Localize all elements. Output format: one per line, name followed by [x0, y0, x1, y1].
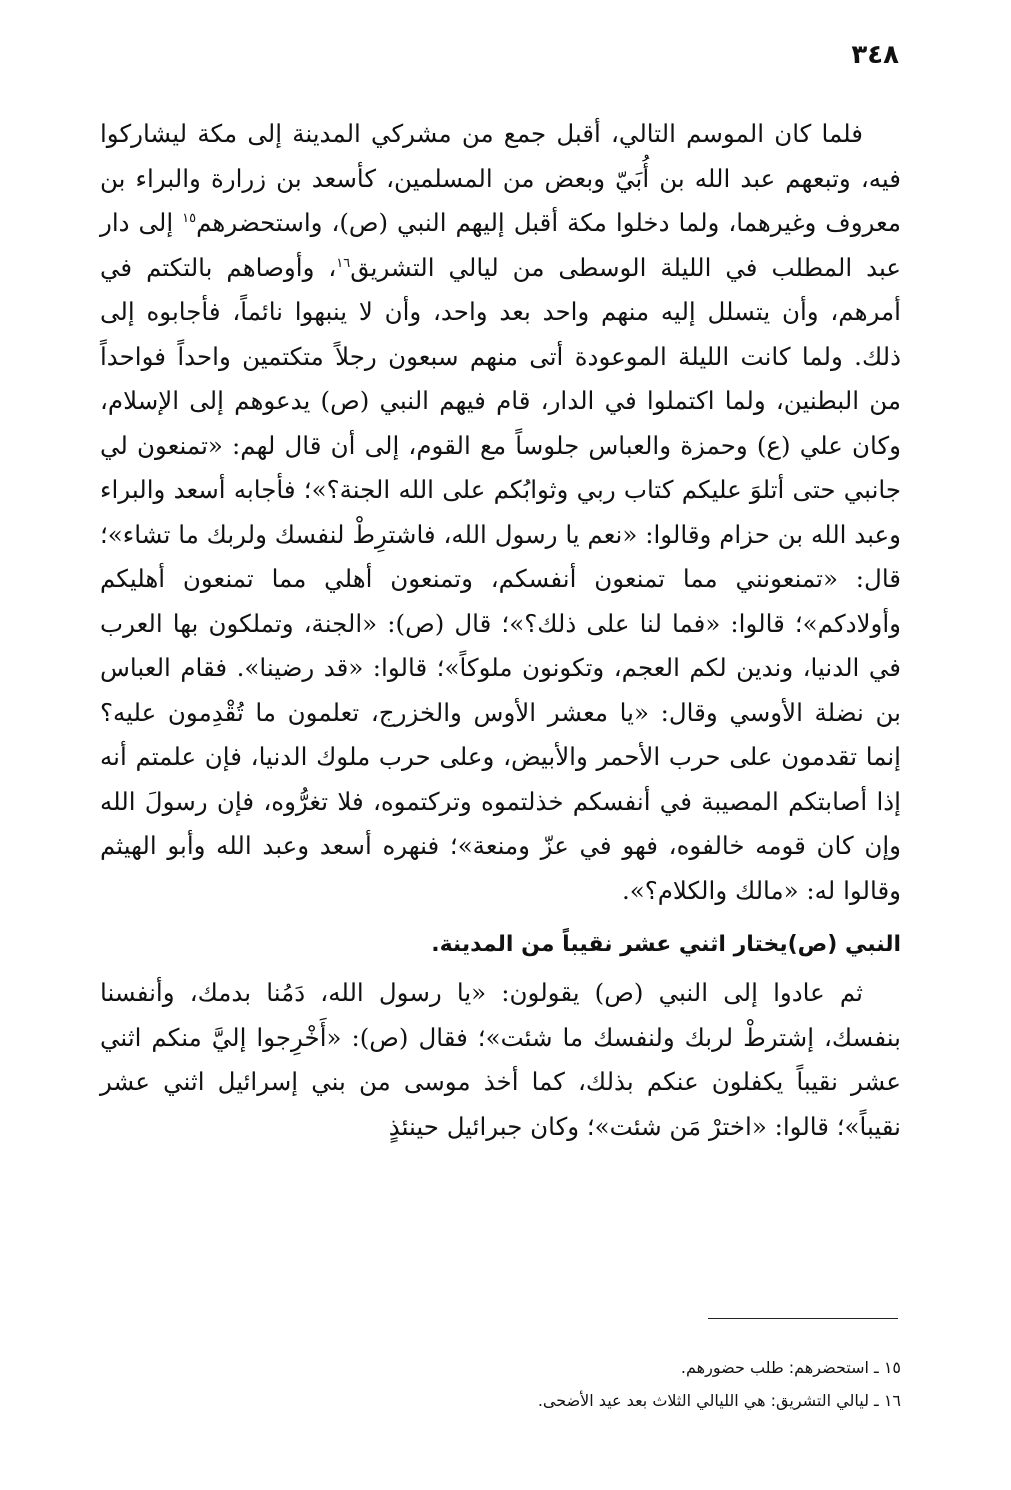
- footnote-ref-15[interactable]: ١٥: [182, 210, 197, 226]
- paragraph-first: [100, 112, 901, 913]
- page-number: ٣٤٨: [851, 40, 899, 70]
- section-heading: النبي (ص)يختار اثني عشر نقيباً من المدينة.: [431, 932, 901, 957]
- footnote-divider: [708, 1318, 898, 1319]
- paragraph-first-part-b: إلى دار عبد المطلب في الليلة الوسطى من ليالي التشريق: [100, 208, 901, 282]
- paragraph-first-part-a: فلما كان الموسم التالي، أقبل جمع من مشركي المدينة إلى مكة ليشاركوا فيه، وتبعهم عبد الله بن أُبَيّ وبعض من المسلمين، كأسعد بن زرارة والبراء بن معروف وغيرهما، ولما دخلوا مكة أقبل إليهم النبي (ص)، واستحضرهم: [100, 119, 901, 237]
- footnote-16: ١٦ ـ ليالي التشريق: هي الليالي الثلاث بعد عيد الأضحى.: [537, 1391, 901, 1410]
- paragraph-second: ثم عادوا إلى النبي (ص) يقولون: «يا رسول الله، دَمُنا بدمك، وأنفسنا بنفسك، إشترطْ لربك ولنفسك ما شئت»؛ فقال (ص): «أَخْرِجوا إليَّ منكم اثني عشر نقيباً يكفلون عنكم بذلك، كما أخذ موسى من بني إسرائيل اثني عشر نقيباً»؛ قالوا: «اخترْ مَن شئت»؛ وكان جبرائيل حينئذٍ: [100, 978, 901, 1141]
- footnotes: [100, 1351, 901, 1417]
- main-text: [100, 112, 901, 1149]
- paragraph-first-part-c: ، وأوصاهم بالتكتم في أمرهم، وأن يتسلل إليه منهم واحد بعد واحد، وأن لا ينبهوا نائماً، فأجابوه إلى ذلك. ولما كانت الليلة الموعودة أتى منهم سبعون رجلاً متكتمين واحداً فواحداً من البطنين، ولما اكتملوا في الدار، قام فيهم النبي (ص) يدعوهم إلى الإسلام، وكان علي (ع) وحمزة والعباس جلوساً مع القوم، إلى أن قال لهم: «تمنعون لي جانبي حتى أتلوَ عليكم كتاب ربي وثوابُكم على الله الجنة؟»؛ فأجابه أسعد والبراء وعبد الله بن حزام وقالوا: «نعم يا رسول الله، فاشترِطْ لنفسك ولربك ما تشاء»؛ قال: «تمنعونني مما تمنعون أنفسكم، وتمنعون أهلي مما تمنعون أهليكم وأولادكم»؛ قالوا: «فما لنا على ذلك؟»؛ قال (ص): «الجنة، وتملكون بها العرب في الدنيا، وندين لكم العجم، وتكونون ملوكاً»؛ قالوا: «قد رضينا». فقام العباس بن نضلة الأوسي وقال: «يا معشر الأوس والخزرج، تعلمون ما تُقْدِمون عليه؟ إنما تقدمون على حرب الأحمر والأبيض، وعلى حرب ملوك الدنيا، فإن علمتم أنه إذا أصابتكم المصيبة في أنفسكم خذلتموه وتركتموه، فلا تغرُّوه، فإن رسولَ الله وإن كان قومه خالفوه، فهو في عزّ ومنعة»؛ فنهره أسعد وعبد الله وأبو الهيثم وقالوا له: «مالك والكلام؟».: [100, 252, 901, 905]
- footnote-15: ١٥ ـ استحضرهم: طلب حضورهم.: [680, 1358, 901, 1377]
- footnote-ref-16[interactable]: ١٦: [336, 255, 351, 271]
